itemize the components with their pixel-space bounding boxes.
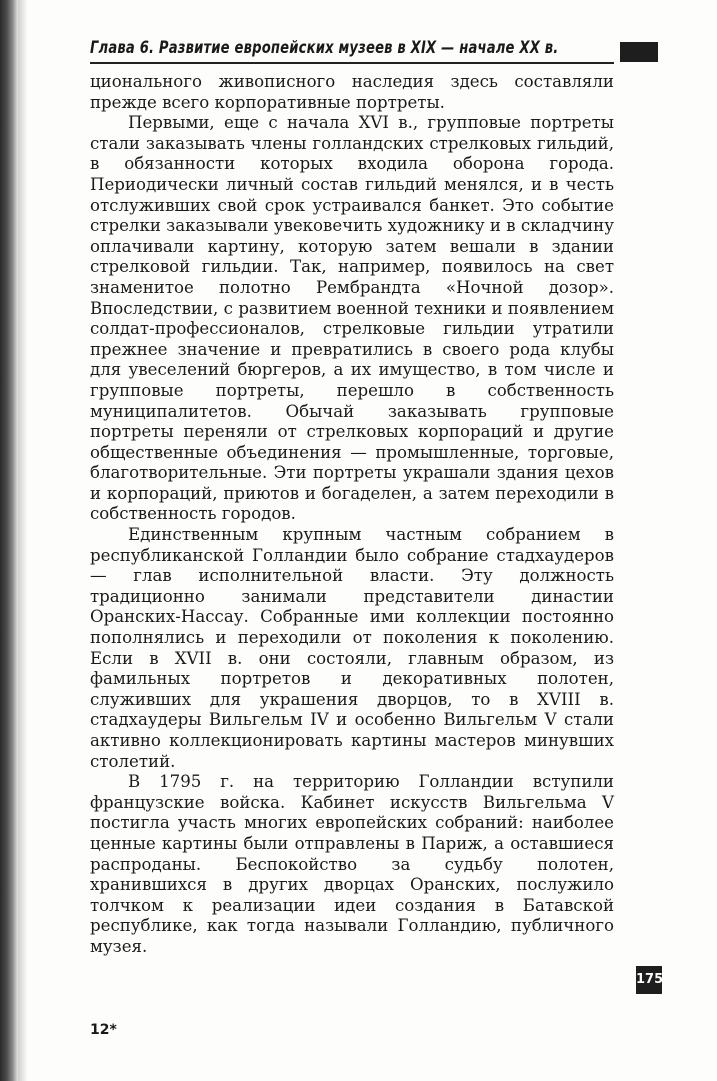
running-head	[90, 34, 658, 64]
printer-signature-mark: 12*	[90, 1022, 117, 1038]
page-binding-edge	[0, 0, 18, 1081]
running-head-title: Глава 6. Развитие европейских музеев в XIX — начале XX в.	[90, 38, 559, 58]
paragraph-stadtholders-collection: Единственным крупным частным собранием в республиканской Голландии было собрание стадхаудеров — глав исполнительной власти. Эту должность традиционно занимали представители династии Оранских-Нассау. Собранные ими коллекции постоянно пополнялись и переходили от поколения к поколению. Если в XVII в. они состояли, главным образом, из фамильных портретов и декоративных полотен, служивших для украшения дворцов, то в XVIII в. стадхаудеры Вильгельм IV и особенно Вильгельм V стали активно коллекционировать картины мастеров минувших столетий.	[90, 525, 614, 771]
paragraph-french-invasion: В 1795 г. на территорию Голландии вступили французские войска. Кабинет искусств Вильгельма V постигла участь многих европейских собраний: наиболее ценные картины были отправлены в Париж, а оставшиеся распроданы. Беспокойство за судьбу полотен, хранившихся в других дворцах Оранских, послужило толчком к реализации идеи создания в Батавской республике, как тогда называли Голландию, публичного музея.	[90, 772, 614, 956]
running-head-rule	[90, 62, 614, 64]
paragraph-continuation: ционального живописного наследия здесь составляли прежде всего корпоративные портреты.	[90, 72, 614, 112]
page-number: 175	[636, 972, 664, 987]
running-head-marker	[620, 42, 658, 62]
page-binding-shadow	[18, 0, 28, 1081]
page-number-tab	[636, 966, 662, 994]
body-text	[90, 72, 614, 958]
paragraph-shooting-guilds: Первыми, еще с начала XVI в., групповые портреты стали заказывать члены голландских стрелковых гильдий, в обязанности которых входила оборона города. Периодически личный состав гильдий менялся, и в честь отслуживших свой срок устраивался банкет. Это событие стрелки заказывали увековечить художнику и в складчину оплачивали картину, которую затем вешали в здании стрелковой гильдии. Так, например, появилось на свет знаменитое полотно Рембрандта «Ночной дозор». Впоследствии, с развитием военной техники и появлением солдат-профессионалов, стрелковые гильдии утратили прежнее значение и превратились в своего рода клубы для увеселений бюргеров, а их имущество, в том числе и групповые портреты, перешло в собственность муниципалитетов. Обычай заказывать групповые портреты переняли от стрелковых корпораций и другие общественные объединения — промышленные, торговые, благотворительные. Эти портреты украшали здания цехов и корпораций, приютов и богаделен, а затем переходили в собственность городов.	[90, 113, 614, 524]
